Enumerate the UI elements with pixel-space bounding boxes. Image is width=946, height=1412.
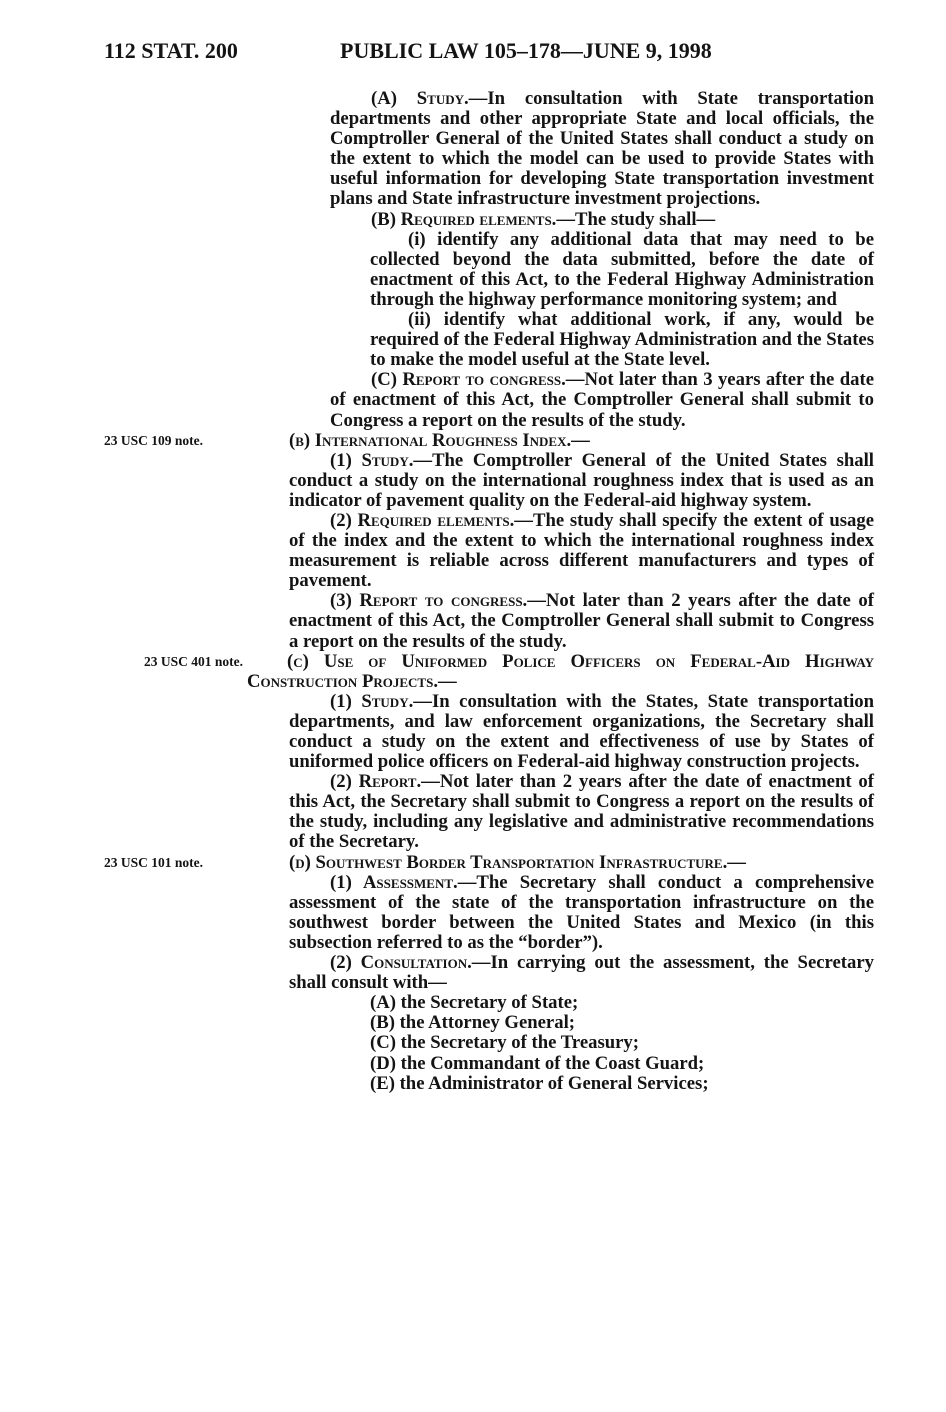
para-a-study: [330, 89, 874, 210]
section-b-1-heading: (1) Study.: [330, 449, 414, 471]
section-b-3: [289, 591, 874, 651]
section-b-heading: [104, 429, 874, 451]
consult-item-b: (B) the Attorney General;: [370, 1012, 575, 1034]
document-body: [0, 89, 946, 1094]
para-b-required-heading: (B) Required elements.: [371, 208, 557, 230]
section-b-2: [289, 511, 874, 591]
section-c-2: [289, 772, 874, 852]
section-b-title: (b) International Roughness Index.—: [289, 429, 590, 451]
section-c-1-heading: (1) Study.: [330, 690, 414, 712]
para-a-study-heading: (A) Study.: [371, 88, 469, 109]
clause-i: (i) identify any additional data that may need to be collected beyond the data submitted, before the date of enactment of this Act, to the Federal Highway Administration through the highway performance monitoring system; and: [370, 228, 874, 310]
stat-page-number: 112 STAT. 200: [104, 38, 238, 63]
marginal-note-d: 23 USC 101 note.: [104, 854, 204, 870]
para-a-study-text: —In consultation with State transportation departments and other appropriate State and local officials, the Comptroller General of the United States shall conduct a study on the extent to which the model can be used to provide States with useful information for developing State transportation investment plans and State infrastructure investment projections.: [330, 88, 874, 210]
section-d-2: [289, 953, 874, 993]
para-b-required-text: —The study shall—: [556, 208, 716, 230]
consult-item-d: (D) the Commandant of the Coast Guard;: [370, 1052, 705, 1074]
section-c-1: [289, 692, 874, 772]
section-b-3-text: —Not later than 2 years after the date of enactment of this Act, the Comptroller General shall submit to Congress a report on the results of the study.: [289, 590, 875, 652]
public-law-title: PUBLIC LAW 105–178—JUNE 9, 1998: [340, 38, 712, 63]
section-d-1-text: —The Secretary shall conduct a comprehensive assessment of the state of the transportation infrastructure on the southwest border between the United States and Mexico (in this subsection referred to as the “border”).: [289, 871, 874, 953]
section-c-heading: [144, 650, 874, 692]
section-d-1: [289, 873, 874, 953]
section-c-2-heading: (2) Report.: [330, 771, 422, 793]
marginal-note-c: 23 USC 401 note.: [144, 653, 244, 669]
consult-item-c: (C) the Secretary of the Treasury;: [370, 1032, 639, 1054]
consult-item-a: (A) the Secretary of State;: [370, 992, 579, 1014]
section-b-1: [289, 451, 874, 511]
clause-ii: (ii) identify what additional work, if any, would be required of the Federal Highway Administration and the States to make the model useful at the State level.: [370, 309, 874, 371]
page-header: [0, 38, 946, 68]
para-c-report-heading: (C) Report to congress.: [371, 369, 566, 391]
para-c-report-text: —Not later than 3 years after the date of enactment of this Act, the Comptroller General shall submit to Congress a report on the results of the study.: [330, 369, 874, 431]
para-c-report: [330, 370, 874, 430]
section-b-2-text: —The study shall specify the extent of usage of the index and the extent to which the international roughness index measurement is reliable across different manufacturers and types of pavement.: [289, 509, 874, 592]
section-d-title: (d) Southwest Border Transportation Infrastructure.—: [289, 851, 746, 873]
marginal-note-b: 23 USC 109 note.: [104, 432, 204, 448]
consult-item-e: (E) the Administrator of General Services;: [370, 1072, 709, 1094]
section-b-1-text: —The Comptroller General of the United States shall conduct a study on the international roughness index that is used as an indicator of pavement quality on the Federal-aid highway system.: [289, 449, 874, 511]
section-b-3-heading: (3) Report to congress.: [330, 590, 528, 612]
section-d-1-heading: (1) Assessment.: [330, 871, 458, 893]
section-d-heading: [104, 851, 874, 873]
section-c-2-text: —Not later than 2 years after the date of enactment of this Act, the Secretary shall submit to Congress a report on the results of the study, including any legislative and administrative recommendations of the Secretary.: [289, 771, 874, 853]
section-c-1-text: —In consultation with the States, State transportation departments, and law enforcement organizations, the Secretary shall conduct a study on the extent and effectiveness of use by States of uniformed police officers on Federal-aid highway construction projects.: [289, 690, 874, 773]
section-b-2-heading: (2) Required elements.: [330, 509, 515, 531]
section-c-title: (c) Use of Uniformed Police Officers on Federal-Aid Highway Construction Projects.—: [247, 650, 874, 692]
section-d-2-heading: (2) Consultation.: [330, 952, 472, 974]
para-b-required: [330, 210, 874, 230]
section-d-2-text: —In carrying out the assessment, the Secretary shall consult with—: [289, 952, 874, 994]
